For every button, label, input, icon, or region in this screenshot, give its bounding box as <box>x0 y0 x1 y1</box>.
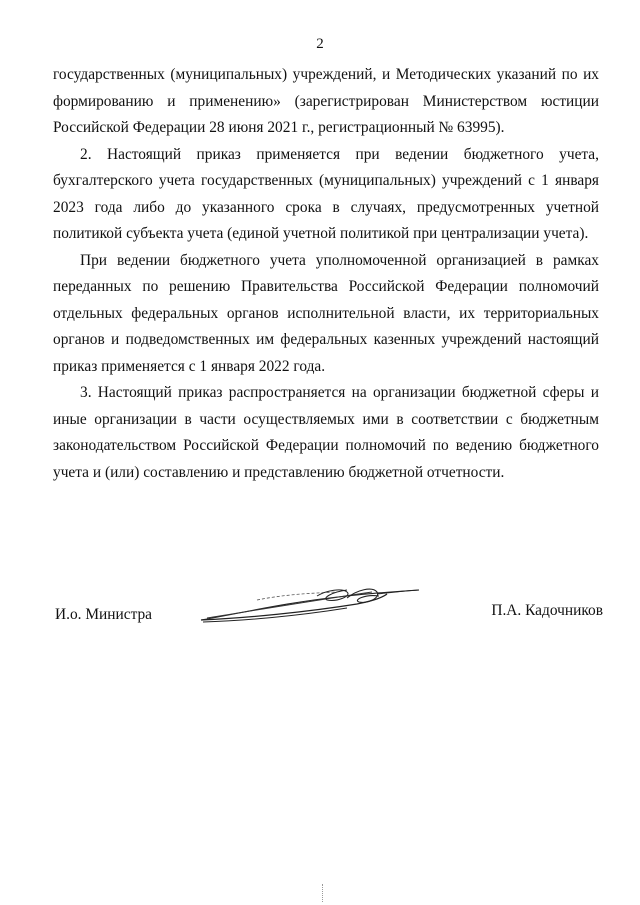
signature-block <box>55 602 603 656</box>
signatory-title: И.о. Министра <box>55 606 153 623</box>
signatory-name: П.А. Кадочников <box>491 602 603 619</box>
document-body <box>53 62 599 486</box>
paragraph-clause-3: 3. Настоящий приказ распространяется на организации бюджетной сферы и иные организации в части осуществляемых ими в соответствии с бюджетным законодательством Российской Федерации полномочий по ведению бюджетного учета и (или) составлению и представлению бюджетной отчетности. <box>53 384 599 481</box>
paragraph-clause-2-budget-accounting: При ведении бюджетного учета уполномоченной организацией в рамках переданных по решению Правительства Российской Федерации полномочий отдельных федеральных органов исполнительной власти, их территориальных органов и подведомственных им федеральных казенных учреждений настоящий приказ применяется с 1 января 2022 года. <box>53 251 599 375</box>
scan-edge-mark <box>322 884 324 902</box>
paragraph-continuation: государственных (муниципальных) учреждений, и Методических указаний по их формированию и применению» (зарегистрирован Министерством юстиции Российской Федерации 28 июня 2021 г., регистрационный № 63995). <box>53 66 599 136</box>
page-number: 2 <box>316 36 324 52</box>
handwritten-signature-icon <box>197 588 422 648</box>
paragraph-clause-2: 2. Настоящий приказ применяется при ведении бюджетного учета, бухгалтерского учета государственных (муниципальных) учреждений с 1 января 2023 года либо до указанного срока в случаях, предусмотренных учетной политикой субъекта учета (единой учетной политикой при централизации учета). <box>53 145 599 242</box>
